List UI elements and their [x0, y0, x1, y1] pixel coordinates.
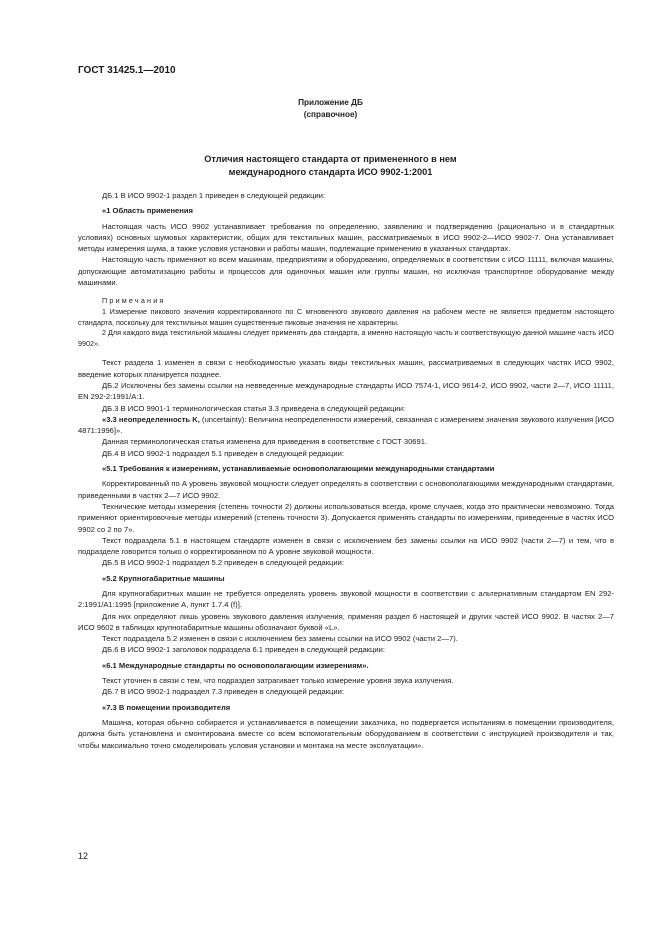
clause-heading: «7.3 В помещении производителя — [102, 702, 231, 712]
section-title-line2: международного стандарта ИСО 9902-1:2001 — [228, 167, 433, 177]
paragraph: Данная терминологическая статья изменена для приведения в соответствие с ГОСТ 30691. — [102, 437, 428, 447]
paragraph: ДБ.4 В ИСО 9902-1 подраздел 5.1 приведен в следующей редакции: — [102, 448, 345, 458]
appendix-title: Приложение ДБ — [298, 98, 363, 107]
paragraph: ДБ.3 В ИСО 9901-1 терминологическая статья 3.3 приведена в следующей редакции: — [102, 403, 406, 413]
note-item: 2 Для каждого вида текстильной машины следует применять два стандарта, а именно настоящую часть и соответствующую данной машине часть ИСО 9902». — [78, 328, 614, 348]
paragraph: Корректированный по А уровень звуковой мощности следует определять в соответствии с основополагающими международными стандартами, приведенными в частях 2—7 ИСО 9902. — [78, 479, 614, 500]
document-header: ГОСТ 31425.1—2010 — [78, 65, 176, 76]
paragraph: Настоящая часть ИСО 9902 устанавливает требования по определению, заявлению и подтверждению (рационально и в стандартных условиях) основных шумовых характеристик, общих для текстильных машин, рассматриваемых в ИСО 9902-2—ИСО 9902-7. Она устанавливает методы измерения шума, а также условия установки и работы машин, подлежащие применению в указанных стандартах. — [78, 221, 614, 254]
note-item: 1 Измерение пикового значения корректированного по С мгновенного звукового давления на рабочем месте не является предметом настоящего стандарта, поскольку для текстильных машин существенные пиковые значения не характерны. — [78, 306, 614, 327]
paragraph: Текст уточнен в связи с тем, что подраздел затрагивает только измерение уровня звука излучения. — [102, 676, 454, 686]
appendix-label — [0, 97, 661, 121]
paragraph: Текст раздела 1 изменен в связи с необходимостью указать виды текстильных машин, рассматриваемых в следующих частях ИСО 9902, введение которых планируется позднее. — [78, 358, 614, 379]
paragraph: Для них определяют лишь уровень звукового давления излучения, применяя раздел 6 настоящей и других частей ИСО 9902. В частях 2—7 ИСО 9602 в таблицах крупногабаритные машины обозначают буквой «L». — [78, 611, 614, 632]
page-number: 12 — [78, 851, 89, 861]
appendix-type: (справочное) — [303, 110, 358, 119]
section-title — [0, 153, 661, 179]
term-text: (uncertainty): Величина неопределенности измерений, связанная с измерением значения звукового излучения [ИСО 4871:1996]». — [78, 414, 614, 436]
section-title-line1: Отличия настоящего стандарта от примененного в нем — [204, 154, 457, 164]
paragraph: ДБ.6 В ИСО 9902-1 заголовок подраздела 6.1 приведен в следующей редакции: — [102, 645, 385, 655]
clause-heading: «6.1 Международные стандарты по основополагающим измерениям». — [102, 660, 369, 670]
clause-heading: «1 Область применения — [102, 206, 193, 216]
clause-heading: «5.1 Требования к измерениям, устанавливаемые основополагающими международными стандартами — [102, 464, 495, 474]
paragraph: Настоящую часть применяют ко всем машинам, предприятиям и оборудованию, определяемых в соответствии с ИСО 11111, включая машины, допускающие автоматизацию работы и процессов для одиночных машин или группы машин, но исключая транспортное оборудование между машинами. — [78, 255, 614, 288]
paragraph: ДБ.5 В ИСО 9902-1 подраздел 5.2 приведен в следующей редакции: — [102, 558, 345, 568]
term-label: «3.3 неопределенность K, — [102, 414, 200, 424]
paragraph: ДБ.2 Исключены без замены ссылки на невведенные международные стандарты ИСО 7574-1, ИСО 9614-2, ИСО 9902, части 2—7, ИСО 11111, EN 292-2:1991/A:1. — [78, 380, 614, 402]
paragraph: Машина, которая обычно собирается и устанавливается в помещении заказчика, но подвергается испытаниям в помещении производителя, должна быть установлена и смонтирована вместе со всем вспомогательным оборудованием в соответствии с инструкцией производителя и так, чтобы максимально точно смоделировать условия установки и монтажа на месте эксплуатации». — [78, 717, 614, 750]
paragraph: ДБ.7 В ИСО 9902-1 подраздел 7.3 приведен в следующей редакции: — [102, 687, 345, 697]
document-body — [78, 190, 614, 751]
clause-heading: «5.2 Крупногабаритные машины — [102, 573, 225, 583]
paragraph: ДБ.1 В ИСО 9902-1 раздел 1 приведен в следующей редакции: — [102, 191, 326, 200]
notes-heading: Примечания — [102, 296, 166, 306]
paragraph: Текст подраздела 5.2 изменен в связи с исключением без замены ссылки на ИСО 9902 (части 2—7). — [102, 634, 458, 644]
paragraph: Технические методы измерения (степень точности 2) должны использоваться всегда, кроме случаев, когда это практически невозможно. Тогда применяют ориентировочные методы измерений (степень точности 3). Допускается применять стандарты по измерениям, приведенные в частях ИСО 9902 со 2 по 7». — [78, 501, 614, 534]
paragraph: Текст подраздела 5.1 в настоящем стандарте изменен в связи с исключением без замены ссылки на ИСО 9902 (части 2—7) и тем, что в подразделе говорится только о корректированном по А уровне звуковой мощности. — [78, 535, 614, 557]
term-definition — [78, 414, 614, 437]
paragraph: Для крупногабаритных машин не требуется определять уровень звуковой мощности в соответствии с альтернативным стандартом EN 292-2:1991/A1:1995 [приложение А, пункт 1.7.4 (f)]. — [78, 588, 614, 610]
